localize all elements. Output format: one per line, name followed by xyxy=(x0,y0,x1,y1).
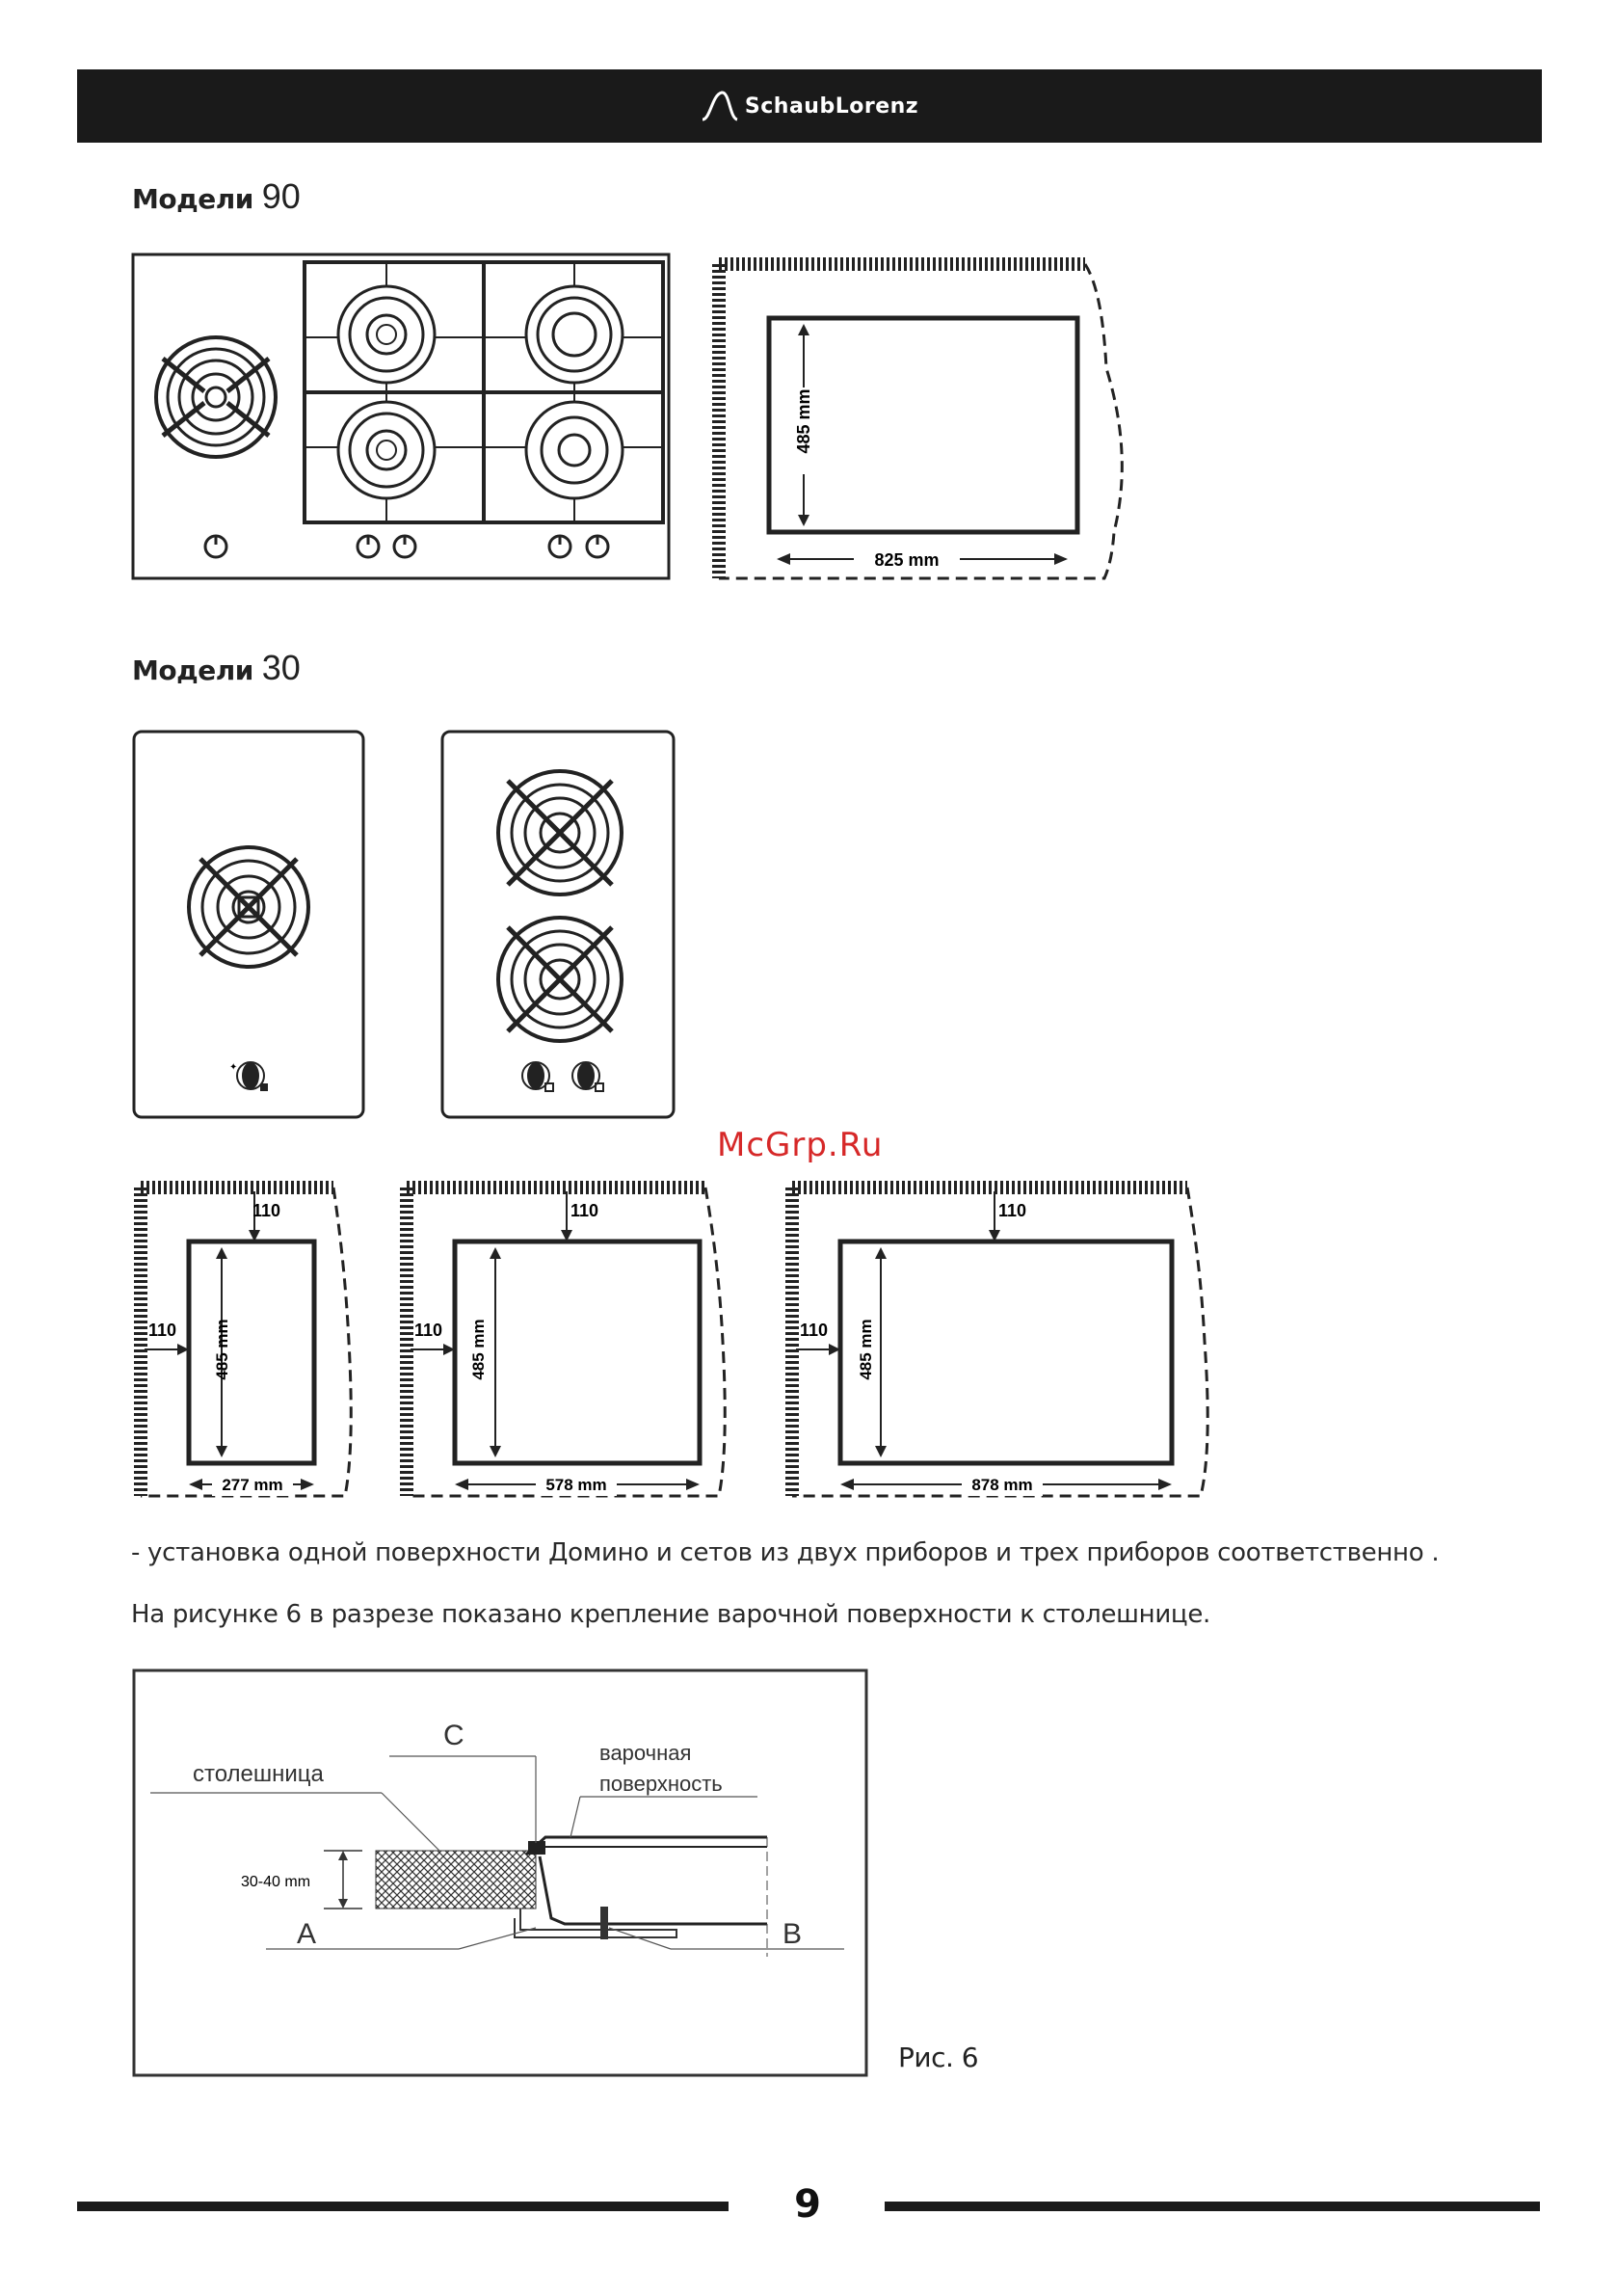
cutout-width-label: 277 mm xyxy=(222,1476,283,1494)
cutout-top-label: 110 xyxy=(570,1201,599,1220)
hob-label-line1: варочная xyxy=(599,1741,692,1765)
footer-rule-right xyxy=(885,2202,1540,2211)
cutout-width-label: 878 mm xyxy=(971,1476,1033,1494)
header-bar xyxy=(77,69,1542,143)
brand-name: SchaubLorenz xyxy=(744,93,919,119)
svg-text:✦: ✦ xyxy=(229,1062,238,1073)
heading-label: Модели xyxy=(132,183,253,215)
thickness-label: 30-40 mm xyxy=(241,1874,311,1890)
heading-number: 90 xyxy=(261,176,301,216)
cutout-triple-diagram xyxy=(782,1178,1226,1506)
figure6-intro: На рисунке 6 в разрезе показано крепление варочной поверхности к столешнице. xyxy=(131,1600,1210,1629)
brand-logo xyxy=(77,69,1542,143)
cutout-left-label: 110 xyxy=(148,1321,177,1340)
domino-single-burner-drawing xyxy=(131,729,366,1122)
installation-note: - установка одной поверхности Домино и сетов из двух приборов и трех приборов соответственно . xyxy=(131,1538,1440,1567)
heading-models-90 xyxy=(132,176,301,217)
figure6-section-diagram xyxy=(131,1668,873,2111)
cutout-90-diagram xyxy=(709,253,1133,590)
cutout-left-label: 110 xyxy=(414,1321,443,1340)
cutout-90-height-label: 485 mm xyxy=(794,388,813,454)
label-b: B xyxy=(782,1918,803,1950)
heading-models-30 xyxy=(132,648,301,688)
watermark: McGrp.Ru xyxy=(717,1126,884,1164)
page-number: 9 xyxy=(794,2182,821,2227)
domino-double-burner-drawing xyxy=(439,729,676,1122)
cutout-left-label: 110 xyxy=(800,1321,829,1340)
cutout-double-diagram xyxy=(397,1178,744,1506)
cutout-width-label: 578 mm xyxy=(545,1476,607,1494)
cutout-top-label: 110 xyxy=(252,1201,281,1220)
hob-label-line2: поверхность xyxy=(599,1772,723,1796)
countertop-block xyxy=(376,1851,536,1909)
cutout-90-width-label: 825 mm xyxy=(874,550,940,570)
grid-4-burners-icon xyxy=(305,262,663,522)
cutout-height-label: 485 mm xyxy=(213,1319,231,1380)
countertop-label: столешница xyxy=(193,1761,324,1787)
cutout-single-diagram xyxy=(131,1178,358,1506)
footer-rule-left xyxy=(77,2202,729,2211)
label-a: A xyxy=(297,1918,317,1950)
hob-90-drawing xyxy=(131,253,671,582)
logo-swoosh-icon xyxy=(701,89,739,123)
cutout-top-label: 110 xyxy=(998,1201,1027,1220)
heading-number: 30 xyxy=(261,648,301,687)
cutout-height-label: 485 mm xyxy=(857,1319,875,1380)
heading-label: Модели xyxy=(132,654,253,686)
cutout-height-label: 485 mm xyxy=(469,1319,488,1380)
label-c: C xyxy=(443,1720,464,1751)
figure6-caption: Рис. 6 xyxy=(898,2042,979,2073)
